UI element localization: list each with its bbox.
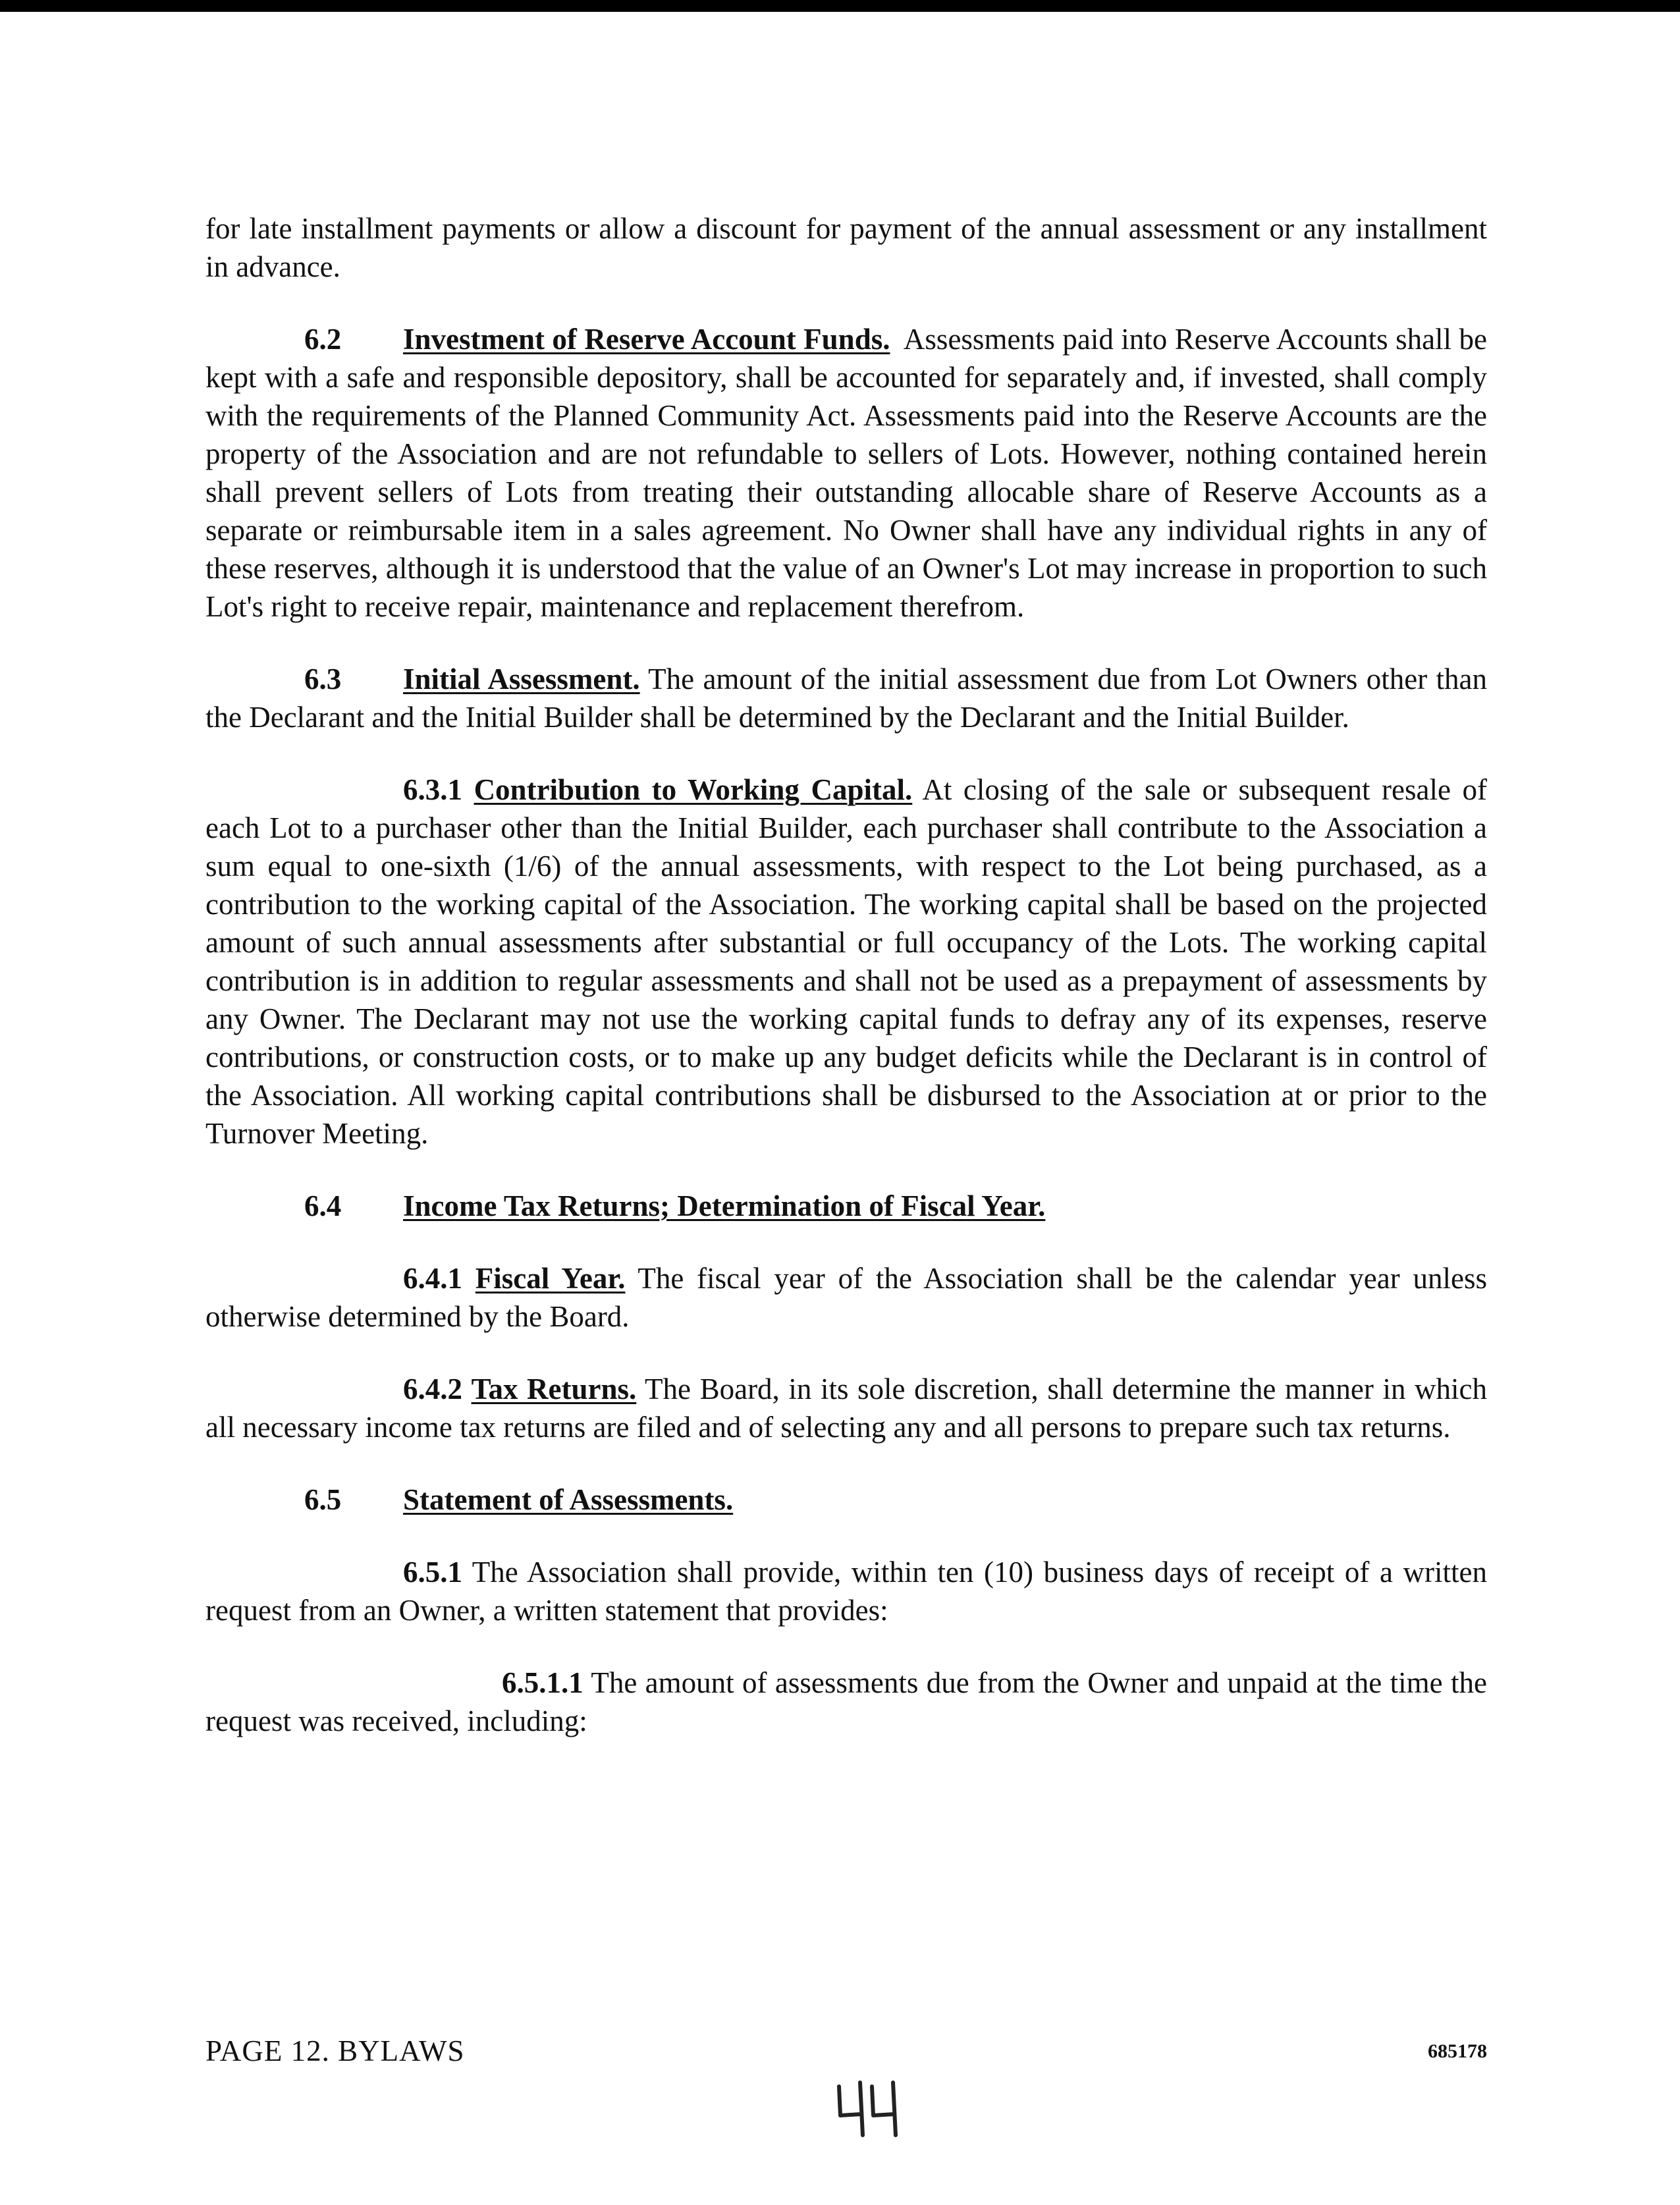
section-number: 6.5 [304,1483,342,1516]
section-title: Statement of Assessments. [403,1483,734,1516]
section-6-4 [205,1187,1487,1225]
section-number: 6.5.1 [403,1556,462,1589]
document-body [205,209,1487,1740]
section-title: Contribution to Working Capital. [474,773,913,806]
section-number: 6.4.1 [403,1262,462,1295]
section-6-4-2 [205,1370,1487,1446]
section-number: 6.5.1.1 [502,1666,583,1699]
section-body: At closing of the sale or subsequent resale of each Lot to a purchaser other than the Initial Builder, each purchaser shall contribute to the Association a sum equal to one-sixth (1/6) of the annual assessments, with respect to the Lot being purchased, as a contribution to the working capital of the Association. The working capital shall be based on the projected amount of such annual assessments after substantial or full occupancy of the Lots. The working capital contribution is in addition to regular assessments and shall not be used as a prepayment of assessments by any Owner. The Declarant may not use the working capital funds to defray any of its expenses, reserve contributions, or construction costs, or to make up any budget deficits while the Declarant is in control of the Association. All working capital contributions shall be disbursed to the Association at or prior to the Turnover Meeting. [205,773,1487,1150]
section-6-3-1 [205,771,1487,1153]
section-body: The Association shall provide, within ten (10) business days of receipt of a written request from an Owner, a written statement that provides: [205,1556,1488,1627]
footer-page-label: PAGE 12. BYLAWS [205,2034,465,2067]
section-body: Assessments paid into Reserve Accounts shall be kept with a safe and responsible depository, shall be accounted for separately and, if invested, shall comply with the requirements of the Planned Community Act. Assessments paid into the Reserve Accounts are the property of the Association and are not refundable to sellers of Lots. However, nothing contained herein shall prevent sellers of Lots from treating their outstanding allocable share of Reserve Accounts as a separate or reimbursable item in a sales agreement. No Owner shall have any individual rights in any of these reserves, although it is understood that the value of an Owner's Lot may increase in proportion to such Lot's right to receive repair, maintenance and replacement therefrom. [205,323,1487,623]
section-body: The fiscal year of the Association shall be the calendar year unless otherwise determined by the Board. [205,1262,1488,1333]
section-6-5 [205,1481,1487,1519]
section-title: Fiscal Year. [475,1262,626,1295]
section-title: Investment of Reserve Account Funds. [403,323,890,356]
section-number: 6.3 [304,663,342,695]
section-title: Tax Returns. [471,1373,637,1405]
intro-paragraph [205,209,1487,286]
section-6-3 [205,660,1487,736]
section-6-2 [205,320,1487,626]
section-6-4-1 [205,1259,1487,1336]
section-number: 6.4.2 [403,1373,462,1405]
section-title: Initial Assessment. [403,663,640,695]
section-number: 6.2 [304,323,342,356]
intro-text: for late installment payments or allow a discount for payment of the annual assessment or any installment in advance. [205,212,1487,283]
section-body: The amount of assessments due from the Owner and unpaid at the time the request was received, including: [205,1666,1487,1737]
section-number: 6.3.1 [403,773,462,806]
handwritten-page-number [831,2075,904,2140]
section-6-5-1 [205,1553,1487,1629]
scan-top-border [0,0,1680,12]
footer-document-number: 685178 [1428,2040,1487,2062]
section-number: 6.4 [304,1189,342,1222]
section-body: The Board, in its sole discretion, shall determine the manner in which all necessary income tax returns are filed and of selecting any and all persons to prepare such tax returns. [205,1373,1488,1444]
section-6-5-1-1 [205,1664,1487,1740]
section-body: The amount of the initial assessment due from Lot Owners other than the Declarant and the Initial Builder shall be determined by the Declarant and the Initial Builder. [205,663,1488,734]
section-title: Income Tax Returns; Determination of Fiscal Year. [403,1189,1046,1222]
